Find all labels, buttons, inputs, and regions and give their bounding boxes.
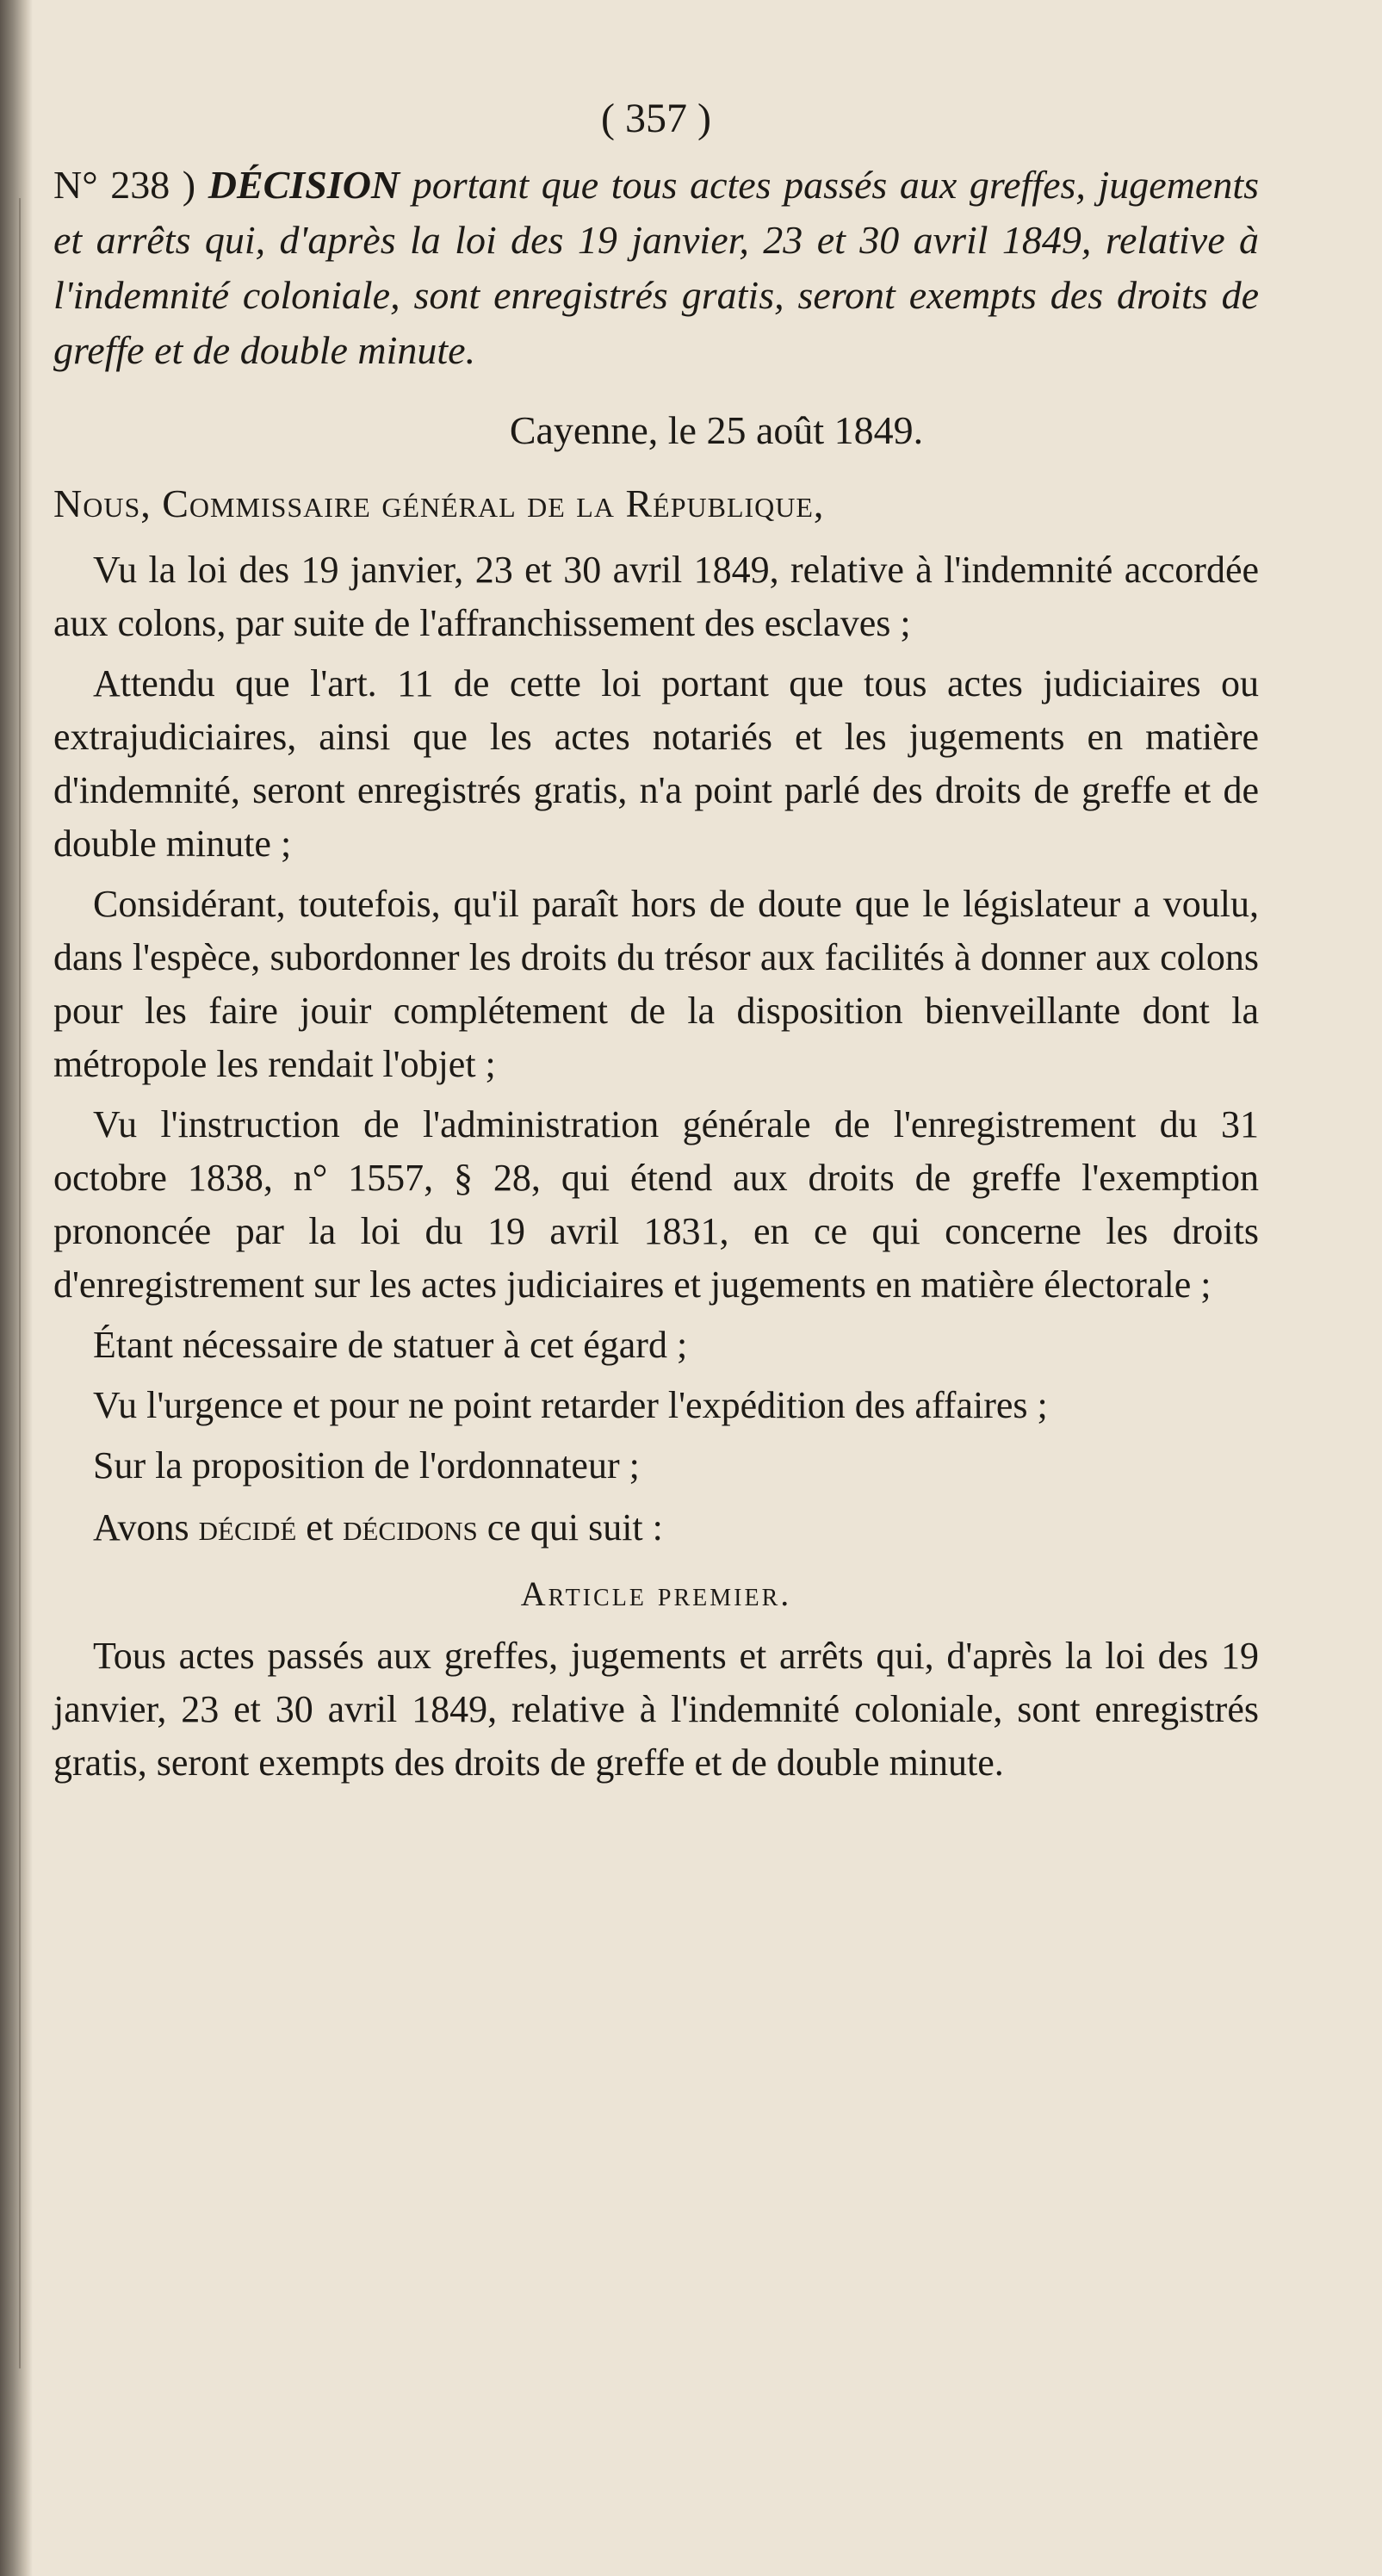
recital-paragraph: Étant nécessaire de statuer à cet égard ;	[93, 1324, 688, 1366]
decision-number: N° 238 )	[53, 163, 196, 207]
decision-title-word: DÉCISION	[208, 163, 400, 207]
decision-formula-word1: décidé	[198, 1506, 297, 1549]
issuing-authority: Nous, Commissaire général de la République,	[53, 481, 825, 525]
decision-summary: portant que tous actes passés aux greffes, jugements et arrêts qui, d'après la loi des 19 janvier, 23 et 30 avril 1849, relative à l'indemnité coloniale, sont enregistrés gratis, seront exempts des droits de greffe et de double minute.	[53, 163, 1260, 372]
page-binding-shadow	[0, 0, 33, 2576]
decision-formula	[53, 1501, 1259, 1555]
decision-formula-middle: et	[306, 1506, 334, 1549]
margin-rule	[19, 198, 21, 2368]
recital-paragraph: Attendu que l'art. 11 de cette loi portant que tous actes judiciaires ou extrajudiciaires, ainsi que les actes notariés et les jugements en matière d'indemnité, seront enregistrés gratis, n'a point parlé des droits de greffe et de double minute ;	[53, 662, 1259, 865]
decision-formula-suffix: ce qui suit :	[486, 1506, 663, 1549]
page-number: ( 357 )	[601, 96, 711, 141]
decision-formula-prefix: Avons	[93, 1506, 189, 1549]
decision-heading	[53, 158, 1259, 378]
document-page	[53, 95, 1259, 1790]
article-body: Tous actes passés aux greffes, jugements et arrêts qui, d'après la loi des 19 janvier, 23 et 30 avril 1849, relative à l'indemnité coloniale, sont enregistrés gratis, seront exempts des droits de greffe et de double minute.	[53, 1635, 1259, 1784]
recital-paragraph: Sur la proposition de l'ordonnateur ;	[93, 1444, 640, 1487]
recital-paragraph: Vu l'urgence et pour ne point retarder l'expédition des affaires ;	[93, 1384, 1048, 1426]
recital-paragraph: Vu l'instruction de l'administration générale de l'enregistrement du 31 octobre 1838, n° 1557, § 28, qui étend aux droits de greffe l'exemption prononcée par la loi du 19 avril 1831, en ce qui concerne les droits d'enregistrement sur les actes judiciaires et jugements en matière électorale ;	[53, 1103, 1259, 1306]
decision-formula-word2: décidons	[343, 1506, 478, 1549]
recital-paragraph: Considérant, toutefois, qu'il paraît hors de doute que le législateur a voulu, dans l'espèce, subordonner les droits du trésor aux facilités à donner aux colons pour les faire jouir complétement de la disposition bienveillante dont la métropole les rendait l'objet ;	[53, 883, 1259, 1085]
article-title: Article premier.	[520, 1574, 792, 1613]
recital-paragraph: Vu la loi des 19 janvier, 23 et 30 avril 1849, relative à l'indemnité accordée aux colons, par suite de l'affranchissement des esclaves ;	[53, 549, 1259, 644]
dateline: Cayenne, le 25 août 1849.	[509, 408, 924, 452]
